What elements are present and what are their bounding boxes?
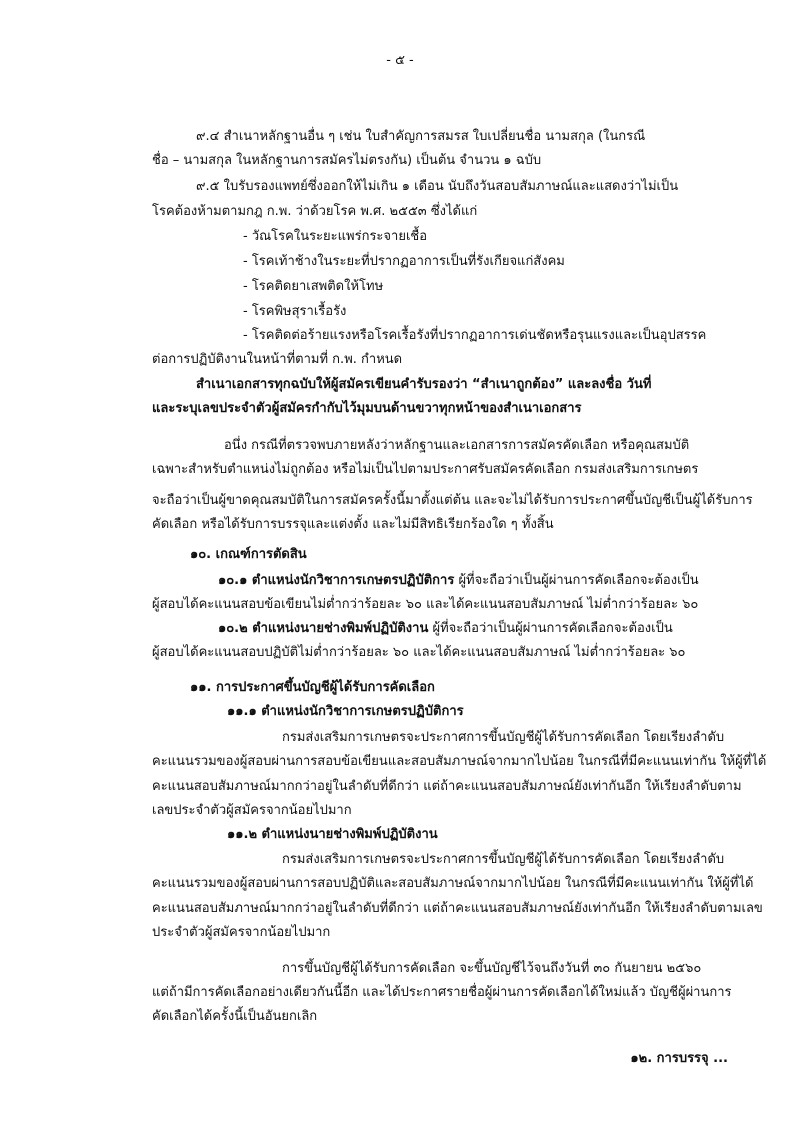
s102-rest: ผู้ที่จะถือว่าเป็นผู้ผ่านการคัดเลือกจะต้องเป็น bbox=[428, 621, 673, 636]
s111-line3: คะแนนสอบสัมภาษณ์มากกว่าอยู่ในลำดับที่ดีกว่า แต่ถ้าคะแนนสอบสัมภาษณ์ยังเท่ากันอีก ให้เรียงลำดับตาม bbox=[152, 779, 742, 794]
list-line2: แต่ถ้ามีการคัดเลือกอย่างเดียวกันนี้อีก และได้ประกาศรายชื่อผู้ผ่านการคัดเลือกได้ใหม่แล้ว บัญชีผู้ผ่านการ bbox=[152, 985, 732, 1000]
s101-rest: ผู้ที่จะถือว่าเป็นผู้ผ่านการคัดเลือกจะต้องเป็น bbox=[454, 573, 699, 588]
s101-line2: ผู้สอบได้คะแนนสอบข้อเขียนไม่ต่ำกว่าร้อยละ ๖๐ และได้คะแนนสอบสัมภาษณ์ ไม่ต่ำกว่าร้อยละ ๖๐ bbox=[152, 597, 699, 612]
s94-line1: ๙.๔ สำเนาหลักฐานอื่น ๆ เช่น ใบสำคัญการสมรส ใบเปลี่ยนชื่อ นามสกุล (ในกรณี bbox=[196, 129, 646, 144]
s102-line2: ผู้สอบได้คะแนนสอบปฏิบัติไม่ต่ำกว่าร้อยละ ๖๐ และได้คะแนนสอบสัมภาษณ์ ไม่ต่ำกว่าร้อยละ ๖๐ bbox=[152, 645, 686, 660]
s10-heading: ๑๐. เกณฑ์การตัดสิน bbox=[190, 547, 307, 562]
disease-item-5-cont: ต่อการปฏิบัติงานในหน้าที่ตามที่ ก.พ. กำหนด bbox=[152, 352, 403, 367]
s111-title: ๑๑.๑ ตำแหน่งนักวิชาการเกษตรปฏิบัติการ bbox=[227, 704, 464, 719]
s112-line4: ประจำตัวผู้สมัครจากน้อยไปมาก bbox=[152, 925, 331, 940]
disease-item-1: - วัณโรคในระยะแพร่กระจายเชื้อ bbox=[243, 229, 428, 244]
s112-line1: กรมส่งเสริมการเกษตรจะประกาศการขึ้นบัญชีผู้ได้รับการคัดเลือก โดยเรียงลำดับ bbox=[282, 852, 725, 867]
s11-heading: ๑๑. การประกาศขึ้นบัญชีผู้ได้รับการคัดเลือก bbox=[190, 680, 435, 695]
s101-title: ๑๐.๑ ตำแหน่งนักวิชาการเกษตรปฏิบัติการ bbox=[218, 573, 455, 588]
s101-line1 bbox=[218, 572, 699, 590]
s112-line2: คะแนนรวมของผู้สอบผ่านการสอบปฏิบัติและสอบสัมภาษณ์จากมากไปน้อย ในกรณีที่มีคะแนนเท่ากัน ให้ผู้ที่ได้ bbox=[152, 876, 754, 891]
disease-item-2: - โรคเท้าช้างในระยะที่ปรากฏอาการเป็นที่รังเกียจแก่สังคม bbox=[243, 254, 565, 269]
s111-line4: เลขประจำตัวผู้สมัครจากน้อยไปมาก bbox=[152, 803, 352, 818]
list-line3: คัดเลือกได้ครั้งนี้เป็นอันยกเลิก bbox=[152, 1009, 318, 1024]
copy-note-line1: สำเนาเอกสารทุกฉบับให้ผู้สมัครเขียนคำรับรองว่า “สำเนาถูกต้อง” และลงชื่อ วันที่ bbox=[196, 377, 652, 392]
s111-line2: คะแนนรวมของผู้สอบผ่านการสอบข้อเขียนและสอบสัมภาษณ์จากมากไปน้อย ในกรณีที่มีคะแนนเท่ากัน ให้ผู้ที่ได้ bbox=[152, 754, 767, 769]
list-line1: การขึ้นบัญชีผู้ได้รับการคัดเลือก จะขึ้นบัญชีไว้จนถึงวันที่ ๓๐ กันยายน ๒๕๖๐ bbox=[282, 961, 702, 976]
note-line3: จะถือว่าเป็นผู้ขาดคุณสมบัติในการสมัครครั้งนี้มาตั้งแต่ต้น และจะไม่ได้รับการประกาศขึ้นบัญชีเป็นผู้ได้รับการ bbox=[152, 493, 753, 508]
copy-note-line2: และระบุเลขประจำตัวผู้สมัครกำกับไว้มุมบนด้านขวาทุกหน้าของสำเนาเอกสาร bbox=[152, 401, 582, 416]
s112-line3: คะแนนสอบสัมภาษณ์มากกว่าอยู่ในลำดับที่ดีกว่า แต่ถ้าคะแนนสอบสัมภาษณ์ยังเท่ากันอีก ให้เรียงลำดับตามเลข bbox=[152, 901, 763, 916]
s112-title: ๑๑.๒ ตำแหน่งนายช่างพิมพ์ปฏิบัติงาน bbox=[227, 827, 438, 842]
note-line4: คัดเลือก หรือได้รับการบรรจุและแต่งตั้ง และไม่มีสิทธิเรียกร้องใด ๆ ทั้งสิ้น bbox=[152, 517, 554, 532]
s95-line1: ๙.๕ ใบรับรองแพทย์ซึ่งออกให้ไม่เกิน ๑ เดือน นับถึงวันสอบสัมภาษณ์และแสดงว่าไม่เป็น bbox=[196, 179, 679, 194]
s102-line1 bbox=[218, 620, 673, 638]
s111-line1: กรมส่งเสริมการเกษตรจะประกาศการขึ้นบัญชีผู้ได้รับการคัดเลือก โดยเรียงลำดับ bbox=[282, 730, 725, 745]
disease-item-3: - โรคติดยาเสพติดให้โทษ bbox=[243, 279, 384, 294]
s102-title: ๑๐.๒ ตำแหน่งนายช่างพิมพ์ปฏิบัติงาน bbox=[218, 621, 429, 636]
s94-line2: ชื่อ – นามสกุล ในหลักฐานการสมัครไม่ตรงกัน) เป็นต้น จำนวน ๑ ฉบับ bbox=[152, 153, 542, 168]
s95-line2: โรคต้องห้ามตามกฎ ก.พ. ว่าด้วยโรค พ.ศ. ๒๕๕๓ ซึ่งได้แก่ bbox=[152, 204, 478, 219]
note-line1: อนึ่ง กรณีที่ตรวจพบภายหลังว่าหลักฐานและเอกสารการสมัครคัดเลือก หรือคุณสมบัติ bbox=[224, 438, 690, 453]
page-number: - ๕ - bbox=[386, 53, 414, 68]
disease-item-4: - โรคพิษสุราเรื้อรัง bbox=[243, 304, 347, 319]
continuation-marker: ๑๒. การบรรจุ ... bbox=[630, 1051, 728, 1066]
disease-item-5: - โรคติดต่อร้ายแรงหรือโรคเรื้อรังที่ปรากฏอาการเด่นชัดหรือรุนแรงและเป็นอุปสรรค bbox=[243, 328, 707, 343]
note-line2: เฉพาะสำหรับตำแหน่งไม่ถูกต้อง หรือไม่เป็นไปตามประกาศรับสมัครคัดเลือก กรมส่งเสริมการเกษตร bbox=[152, 462, 699, 477]
